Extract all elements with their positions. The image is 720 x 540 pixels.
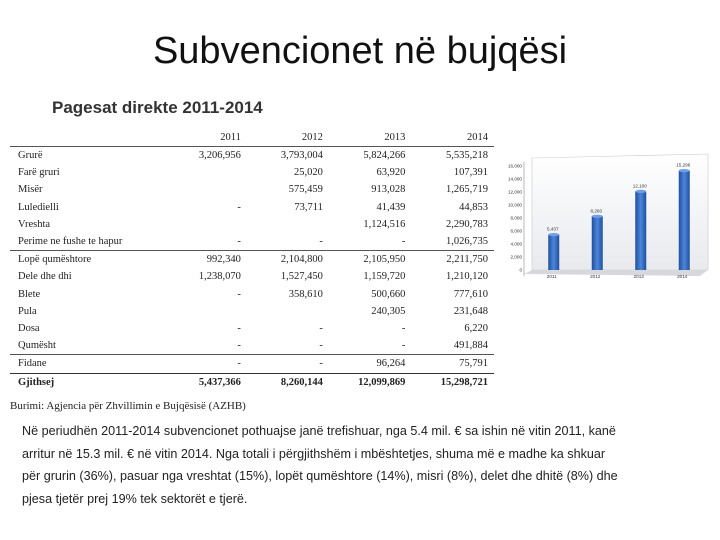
y-tick-label: 0 (519, 267, 522, 273)
value-cell: 73,711 (294, 201, 323, 213)
value-cell: 107,391 (453, 167, 488, 179)
table-row (10, 216, 494, 233)
bar-2014 (679, 171, 690, 270)
total-label: Gjithsej (10, 373, 165, 391)
data-label: 8,260 (590, 208, 602, 214)
value-cell: 5,535,218 (446, 150, 488, 161)
y-tick-label: 2,000 (510, 254, 522, 260)
total-cell: 5,437,366 (165, 373, 247, 391)
y-tick-label: 8,000 (510, 215, 522, 221)
header-cell (10, 130, 165, 147)
value-cell: 992,340 (165, 251, 247, 269)
value-cell: 1,527,450 (280, 271, 323, 283)
table-row (10, 355, 494, 373)
y-tick-label: 10,000 (507, 202, 522, 208)
value-cell (165, 181, 247, 198)
value-cell: 25,020 (293, 167, 323, 179)
row-label: Grurë (18, 150, 43, 161)
table-row (10, 303, 494, 320)
value-cell: 2,105,950 (329, 251, 412, 269)
header-cell: 2011 (165, 130, 247, 147)
value-cell: 96,264 (329, 355, 412, 373)
value-cell (165, 216, 247, 233)
value-cell: 2,211,750 (411, 251, 494, 269)
value-cell: 1,265,719 (446, 184, 488, 196)
bar-cap (635, 190, 646, 193)
table-row (10, 286, 494, 303)
y-tick-label: 6,000 (510, 228, 522, 234)
value-cell: 44,853 (459, 201, 488, 213)
value-cell (247, 303, 329, 320)
value-cell: 3,206,956 (198, 150, 241, 161)
value-cell: 358,610 (288, 288, 323, 300)
row-label: Pula (18, 305, 37, 317)
table-row (10, 251, 494, 269)
value-cell: - (401, 340, 406, 352)
total-cell: 8,260,144 (247, 373, 329, 391)
value-cell (165, 164, 247, 181)
value-cell: 41,439 (376, 201, 406, 213)
value-cell: - (237, 288, 241, 300)
value-cell (247, 216, 329, 233)
row-label: Farë gruri (18, 167, 60, 179)
row-label: Luledielli (18, 201, 59, 213)
row-label: Fidane (10, 355, 165, 373)
row-label: Lopë qumështore (10, 251, 165, 269)
x-tick-label: 2011 (546, 274, 557, 279)
row-label: Dosa (18, 323, 40, 335)
bar-cap (679, 169, 690, 172)
table-row (10, 268, 494, 285)
header-cell: 2013 (329, 130, 412, 147)
value-cell (165, 303, 247, 320)
bar-2012 (592, 216, 603, 270)
value-cell: 575,459 (288, 184, 323, 196)
value-cell: 6,220 (464, 323, 488, 335)
slide-title: Subvencionet në bujqësi (152, 30, 568, 72)
data-label: 12,100 (632, 183, 647, 189)
x-tick-label: 2012 (590, 274, 601, 279)
value-cell: - (401, 236, 406, 248)
table-row (10, 164, 494, 181)
row-label: Qumësht (18, 340, 56, 352)
value-cell: 231,648 (453, 305, 488, 317)
table-row (10, 233, 494, 251)
bar-2011 (548, 235, 559, 270)
value-cell: 2,104,800 (247, 251, 329, 269)
row-label: Perime ne fushe te hapur (18, 236, 123, 248)
value-cell: 75,791 (411, 355, 494, 373)
summary-paragraph: Në periudhën 2011-2014 subvencionet pothuajse janë trefishuar, nga 5.4 mil. € sa ishin në vitin 2011, kanë arritur në 15.3 mil. € në vitin 2014. Nga totali i përgjithshëm i mbështetjes, shuma më e madhe ka shkuar për grurin (36%), pasuar nga vreshtat (15%), lopët qumështore (14%), misri (8%), delet dhe dhitë (8%) dhe pjesa tjetër prej 19% tek sektorët e tjerë. (22, 424, 618, 506)
value-cell: - (247, 355, 329, 373)
data-label: 15,296 (676, 162, 691, 168)
value-cell: 1,159,720 (363, 271, 406, 283)
value-cell: 491,884 (453, 340, 488, 352)
row-label: Dele dhe dhi (18, 271, 72, 283)
value-cell: 500,660 (371, 288, 406, 300)
payments-table (10, 130, 494, 391)
bar-cap (548, 233, 559, 236)
table-total-row (10, 373, 494, 391)
row-label: Blete (18, 288, 41, 300)
table-row (10, 181, 494, 198)
x-tick-label: 2013 (633, 274, 644, 279)
total-cell: 15,298,721 (411, 373, 494, 391)
table-row (10, 147, 494, 165)
value-cell: - (165, 355, 247, 373)
value-cell: - (319, 323, 323, 335)
source-note: Burimi: Agjencia për Zhvillimin e Bujqësisë (AZHB) (10, 400, 246, 412)
y-tick-label: 12,000 (507, 189, 522, 195)
row-label: Vreshta (18, 218, 51, 230)
value-cell: 1,210,120 (446, 271, 488, 283)
value-cell: - (401, 323, 406, 335)
value-cell: 63,920 (376, 167, 406, 179)
table-title: Pagesat direkte 2011-2014 (52, 98, 263, 117)
bar-cap (592, 215, 603, 218)
x-tick-label: 2014 (677, 274, 688, 279)
y-tick-label: 4,000 (510, 241, 522, 247)
value-cell: - (237, 201, 241, 213)
value-cell: 777,610 (453, 288, 488, 300)
bar-2013 (635, 191, 646, 270)
bar-chart (502, 152, 712, 288)
value-cell: 913,028 (371, 184, 406, 196)
row-label: Misër (18, 184, 43, 196)
y-tick-label: 14,000 (507, 176, 522, 182)
value-cell: - (237, 236, 241, 248)
table-header-row (10, 130, 494, 147)
payments-table-container (10, 130, 494, 391)
table-row (10, 337, 494, 355)
table-row (10, 320, 494, 337)
header-cell: 2014 (411, 130, 494, 147)
value-cell: 1,026,735 (446, 236, 488, 248)
table-row (10, 199, 494, 216)
value-cell: 1,238,070 (198, 271, 241, 283)
value-cell: - (319, 340, 323, 352)
value-cell: - (237, 323, 241, 335)
value-cell: - (319, 236, 323, 248)
value-cell: 3,793,004 (280, 150, 323, 161)
value-cell: 1,124,516 (363, 218, 406, 230)
y-tick-label: 16,000 (507, 163, 522, 169)
value-cell: 2,290,783 (446, 218, 488, 230)
value-cell: 240,305 (371, 305, 406, 317)
value-cell: - (237, 340, 241, 352)
data-label: 5,437 (547, 226, 559, 232)
value-cell: 5,824,266 (363, 150, 406, 161)
header-cell: 2012 (247, 130, 329, 147)
total-cell: 12,099,869 (329, 373, 412, 391)
